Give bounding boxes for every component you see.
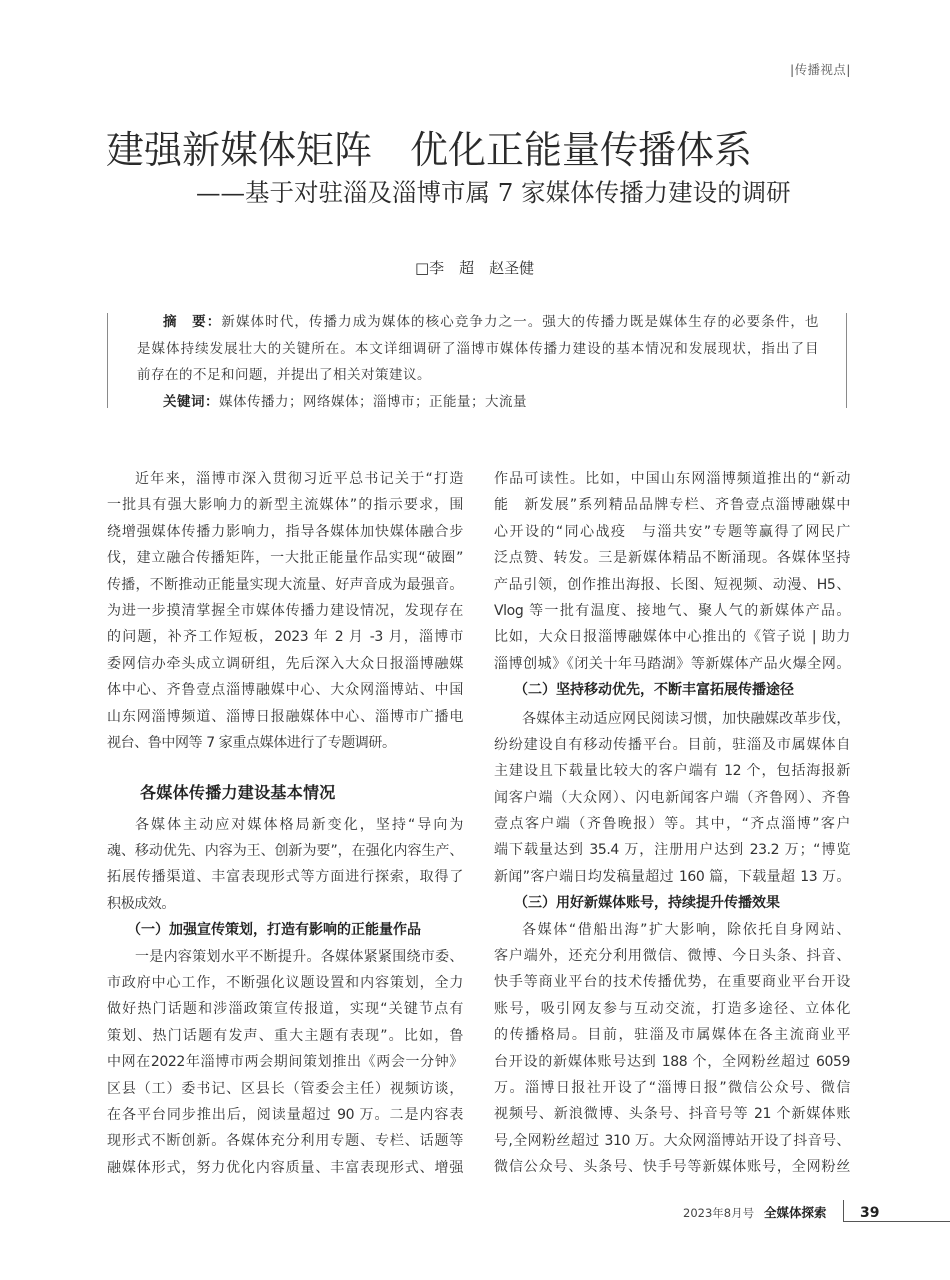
abstract-line: 是媒体持续发展壮大的关键所在。本文详细调研了淄博市媒体传播力建设的基本情况和发展现状，指出了目	[137, 340, 819, 357]
body-line: 各媒体主动适应网民阅读习惯，加快融媒改革步伐，	[522, 710, 850, 727]
article-subtitle: ——基于对驻淄及淄博市属 7 家媒体传播力建设的调研	[196, 178, 791, 207]
section-label: |传播视点|	[790, 62, 851, 77]
body-line: 万。淄博日报社开设了“淄博日报”微信公众号、微信	[494, 1079, 850, 1096]
body-line: 传播，不断推动正能量实现大流量、好声音成为最强音。	[107, 576, 463, 593]
body-line: 在各平台同步推出后，阅读量超过 90 万。二是内容表	[107, 1106, 463, 1123]
right-column	[494, 466, 850, 1181]
abstract-label: 摘 要：	[163, 314, 222, 330]
page-number: 39	[860, 1205, 880, 1221]
body-line: 作品可读性。比如，中国山东网淄博频道推出的“新动	[494, 471, 850, 487]
abstract-line: 前存在的不足和问题，并提出了相关对策建议。	[137, 367, 431, 383]
body-line: 壹点客户端（齐鲁晚报）等。其中，“齐点淄博”客户	[494, 816, 850, 833]
body-line: 绕增强媒体传播力影响力，指导各媒体加快媒体融合步	[107, 523, 463, 540]
body-line: 视台、鲁中网等 7 家重点媒体进行了专题调研。	[107, 734, 396, 751]
body-line: 快手等商业平台的技术传播优势，在重要商业平台开设	[494, 974, 850, 991]
body-line: 新闻”客户端日均发稿量超过 160 篇，下载量超 13 万。	[494, 868, 850, 885]
body-line: 伐，建立融合传播矩阵，一大批正能量作品实现“破圈”	[107, 550, 463, 567]
footer-issue: 2023年8月号	[683, 1206, 755, 1220]
body-line: 产品引领，创作推出海报、长图、短视频、动漫、H5、	[494, 576, 850, 593]
body-line: 各媒体主动应对媒体格局新变化，坚持“导向为	[135, 816, 463, 833]
body-line: 委网信办牵头成立调研组，先后深入大众日报淄博融媒	[107, 655, 463, 672]
body-line: 的问题，补齐工作短板，2023 年 2 月 -3 月，淄博市	[107, 629, 463, 646]
body-line: 现形式不断创新。各媒体充分利用专题、专栏、话题等	[107, 1133, 463, 1150]
body-line: 账号，吸引网友参与互动交流，打造多途径、立体化	[494, 1000, 850, 1017]
body-line: 端下载量达到 35.4 万，注册用户达到 23.2 万；“博览	[494, 842, 850, 859]
body-line: 山东网淄博频道、淄博日报融媒体中心、淄博市广播电	[107, 708, 463, 725]
body-line: 闻客户端（大众网）、闪电新闻客户端（齐鲁网）、齐鲁	[494, 789, 850, 806]
keywords-line	[137, 389, 819, 416]
body-line: 拓展传播渠道、丰富表现形式等方面进行探索，取得了	[107, 869, 463, 886]
body-line: 淄博创城》《闭关十年马踏湖》等新媒体产品火爆全网。	[494, 655, 850, 672]
article-title: 建强新媒体矩阵 优化正能量传播体系	[106, 128, 753, 172]
left-column	[107, 466, 463, 1181]
body-line: 市政府中心工作，不断强化议题设置和内容策划，全力	[107, 975, 463, 992]
body-line: 体中心、齐鲁壹点淄博融媒中心、大众网淄博站、中国	[107, 682, 463, 699]
abstract	[137, 309, 819, 415]
body-line: 为进一步摸清掌握全市媒体传播力建设情况，发现存在	[107, 602, 463, 619]
subheading-1: （一）加强宣传策划，打造有影响的正能量作品	[127, 922, 421, 939]
body-line: 一是内容策划水平不断提升。各媒体紧紧围绕市委、	[135, 948, 463, 965]
section-heading: 各媒体传播力建设基本情况	[140, 783, 336, 803]
footer-magazine-name: 全媒体探索	[764, 1205, 827, 1220]
footer-divider	[843, 1200, 844, 1222]
abstract-line-text: 新媒体时代，传播力成为媒体的核心竞争力之一。强大的传播力既是媒体生存的必要条件，也	[221, 314, 820, 330]
keywords-text: 媒体传播力；网络媒体；淄博市；正能量；大流量	[219, 393, 527, 410]
body-line: 积极成效。	[107, 895, 175, 912]
body-line: Vlog 等一批有温度、接地气、聚人气的新媒体产品。	[494, 602, 850, 619]
body-line: 微信公众号、头条号、快手号等新媒体账号，全网粉丝	[494, 1159, 850, 1176]
body-line: 的传播格局。目前，驻淄及市属媒体在各主流商业平	[494, 1027, 850, 1044]
body-line: 心开设的“同心战疫 与淄共安”专题等赢得了网民广	[494, 523, 850, 540]
body-line: 号,全网粉丝超过 310 万。大众网淄博站开设了抖音号、	[494, 1132, 850, 1149]
subheading-3: （三）用好新媒体账号，持续提升传播效果	[514, 895, 780, 912]
subheading-2: （二）坚持移动优先，不断丰富拓展传播途径	[514, 682, 794, 699]
body-line: 纷纷建设自有移动传播平台。目前，驻淄及市属媒体自	[494, 736, 850, 753]
keywords-label: 关键词：	[163, 393, 219, 410]
body-line: 魂、移动优先、内容为王、创新为要”，在强化内容生产、	[107, 843, 463, 860]
body-line: 视频号、新浪微博、头条号、抖音号等 21 个新媒体账	[494, 1106, 850, 1123]
body-line: 台开设的新媒体账号达到 188 个，全网粉丝超过 6059	[494, 1053, 850, 1070]
body-line: 主建设且下载量比较大的客户端有 12 个，包括海报新	[494, 763, 850, 780]
abstract-line	[137, 309, 819, 336]
body-line: 中网在2022年淄博市两会期间策划推出《两会一分钟》	[107, 1054, 463, 1071]
body-line: 能 新发展”系列精品品牌专栏、齐鲁壹点淄博融媒中	[494, 497, 850, 514]
body-line: 区县（工）委书记、区县长（管委会主任）视频访谈，	[107, 1080, 463, 1097]
body-line: 客户端外，还充分利用微信、微博、今日头条、抖音、	[494, 948, 850, 965]
body-line: 泛点赞、转发。三是新媒体精品不断涌现。各媒体坚持	[494, 550, 850, 567]
article-authors: □李 超 赵圣健	[415, 259, 535, 277]
body-line: 近年来，淄博市深入贯彻习近平总书记关于“打造	[135, 471, 463, 487]
body-line: 融媒体形式，努力优化内容质量、丰富表现形式、增强	[107, 1159, 463, 1176]
body-line: 比如，大众日报淄博融媒体中心推出的《管子说 | 助力	[494, 629, 850, 646]
body-line: 做好热门话题和涉淄政策宣传报道，实现“关键节点有	[107, 1001, 463, 1018]
body-line: 一批具有强大影响力的新型主流媒体”的指示要求，围	[107, 497, 463, 514]
body-line: 各媒体“借船出海”扩大影响，除依托自身网站、	[522, 921, 850, 938]
body-line: 策划、热门话题有发声、重大主题有表现”。比如，鲁	[107, 1027, 463, 1044]
